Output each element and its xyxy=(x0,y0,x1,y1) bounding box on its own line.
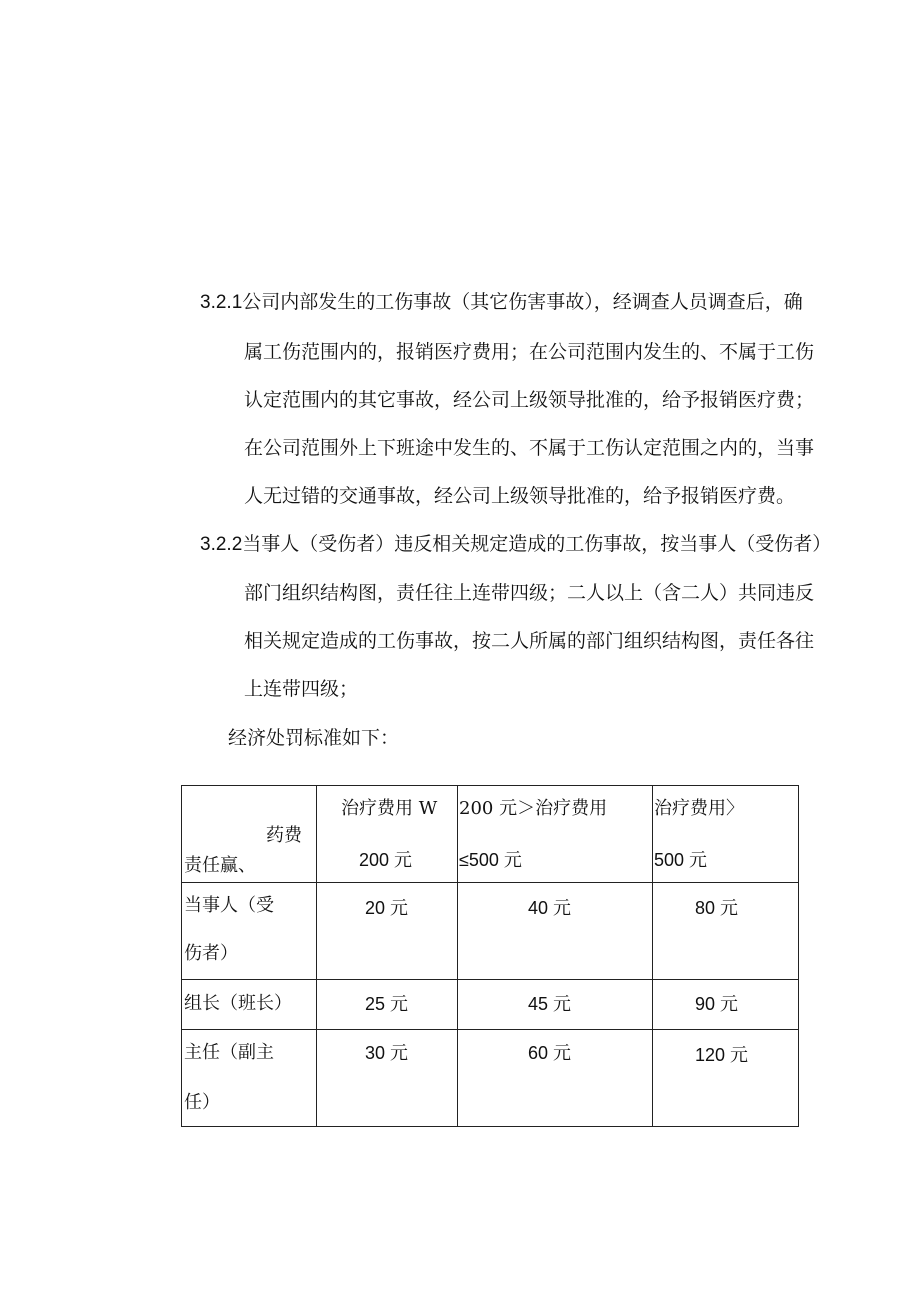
value-cell xyxy=(653,883,799,980)
role-cell xyxy=(182,1030,317,1127)
value-cell xyxy=(317,1030,458,1127)
role-cell xyxy=(182,980,317,1030)
penalty-value: 45 元 xyxy=(528,994,572,1014)
header-line-1: 200 元＞治疗费用 xyxy=(459,798,608,819)
value-cell xyxy=(317,980,458,1030)
value-cell xyxy=(458,1030,653,1127)
value-cell xyxy=(653,980,799,1030)
penalty-value: 40 元 xyxy=(528,898,572,918)
table-header-cell xyxy=(458,786,653,883)
paragraph-line: 相关规定造成的工伤事故，按二人所属的部门组织结构图，责任各往 xyxy=(244,630,815,652)
paragraph-line: 属工伤范围内的，报销医疗费用；在公司范围内发生的、不属于工伤 xyxy=(244,341,815,363)
section-number: 3.2.2 xyxy=(200,534,243,555)
table-header-cell xyxy=(317,786,458,883)
table-row xyxy=(182,1030,799,1127)
table-corner-cell xyxy=(182,786,317,883)
paragraph-line xyxy=(200,290,803,315)
corner-label-top: 药费 xyxy=(266,825,302,846)
paragraph-line: 人无过错的交通事故，经公司上级领导批准的，给予报销医疗费。 xyxy=(244,485,796,507)
role-cell xyxy=(182,883,317,980)
header-line-2: 500 元 xyxy=(654,850,708,870)
value-cell xyxy=(317,883,458,980)
penalty-intro: 经济处罚标准如下： xyxy=(228,727,400,749)
value-cell xyxy=(458,883,653,980)
table-header-row xyxy=(182,786,799,883)
header-line-1: 治疗费用 W xyxy=(341,798,438,819)
role-line-1: 组长（班长） xyxy=(184,993,292,1014)
paragraph-line: 上连带四级； xyxy=(244,678,359,700)
section-number: 3.2.1 xyxy=(200,292,243,313)
table-header-cell xyxy=(653,786,799,883)
role-line-2: 任） xyxy=(184,1092,220,1113)
value-cell xyxy=(653,1030,799,1127)
penalty-value: 90 元 xyxy=(695,994,739,1014)
role-line-1: 当事人（受 xyxy=(184,895,274,916)
paragraph-text: 当事人（受伤者）违反相关规定造成的工伤事故，按当事人（受伤者） xyxy=(242,533,832,555)
penalty-value: 60 元 xyxy=(528,1043,572,1063)
penalty-value: 80 元 xyxy=(695,898,739,918)
role-line-1: 主任（副主 xyxy=(184,1042,274,1063)
paragraph-line: 在公司范围外上下班途中发生的、不属于工伤认定范围之内的，当事 xyxy=(244,437,815,459)
penalty-value: 20 元 xyxy=(365,898,409,918)
penalty-value: 25 元 xyxy=(365,994,409,1014)
header-line-2: ≤500 元 xyxy=(459,850,522,870)
paragraph-line xyxy=(200,532,831,557)
paragraph-line: 部门组织结构图，责任往上连带四级；二人以上（含二人）共同违反 xyxy=(244,582,815,604)
penalty-table xyxy=(181,785,799,1127)
penalty-value: 30 元 xyxy=(365,1043,409,1063)
corner-label-bottom: 责任赢、 xyxy=(184,855,256,876)
table-row xyxy=(182,883,799,980)
table-row xyxy=(182,980,799,1030)
header-line-2: 200 元 xyxy=(359,850,413,870)
paragraph-text: 公司内部发生的工伤事故（其它伤害事故），经调查人员调查后，确 xyxy=(242,291,803,313)
paragraph-line: 认定范围内的其它事故，经公司上级领导批准的，给予报销医疗费； xyxy=(244,389,815,411)
role-line-2: 伤者） xyxy=(184,943,238,964)
value-cell xyxy=(458,980,653,1030)
header-line-1: 治疗费用〉 xyxy=(654,798,744,819)
penalty-value: 120 元 xyxy=(695,1045,749,1065)
